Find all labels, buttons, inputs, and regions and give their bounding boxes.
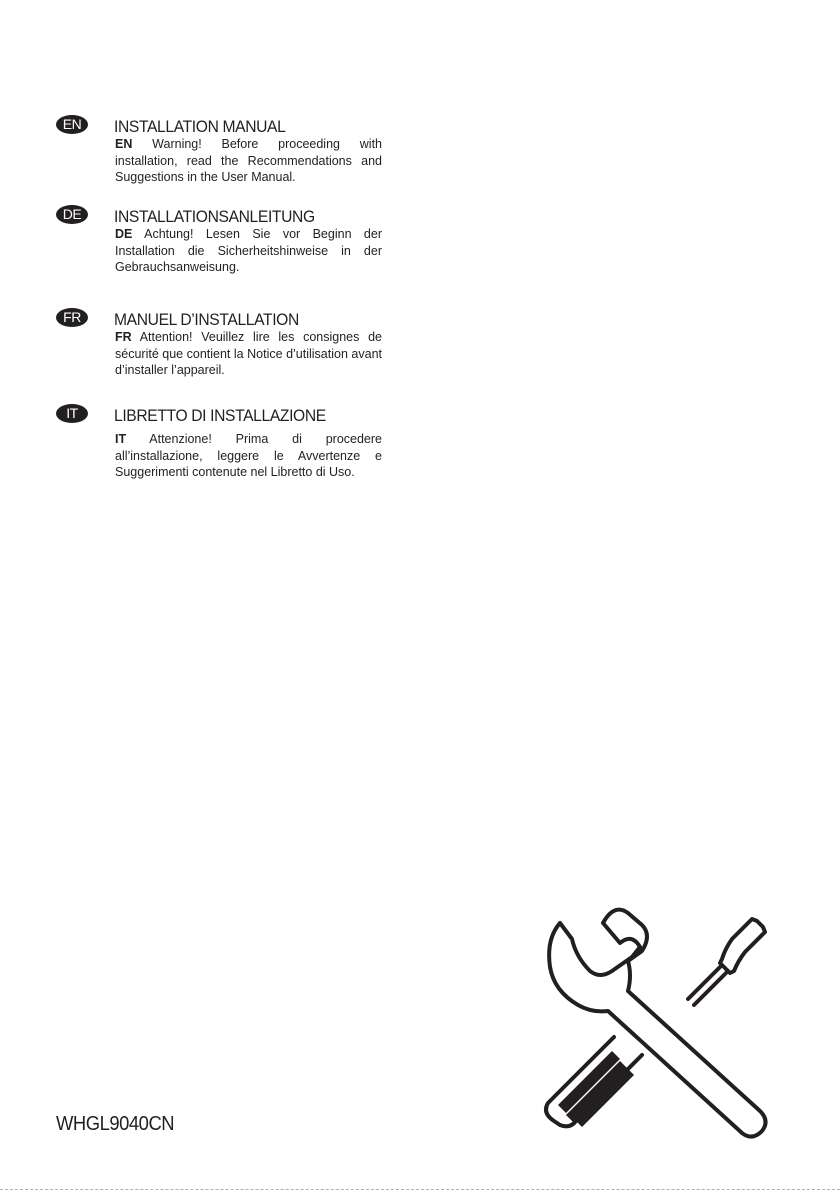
section-body-de [115,226,382,276]
language-badge-it: IT [56,404,88,423]
warning-text-en: Warning! Before proceeding with installation, read the Recommendations and Suggestions in the User Manual. [115,137,382,184]
screwdriver-handle [720,919,765,973]
language-badge-de: DE [56,205,88,224]
section-body-fr [115,329,382,379]
section-heading-it: LIBRETTO DI INSTALLAZIONE [114,406,326,425]
warning-text-de: Achtung! Lesen Sie vor Beginn der Installation die Sicherheitshinweise in der Gebrauchsanweisung. [115,227,382,274]
lang-code-de: DE [115,227,133,241]
language-badge-en: EN [56,115,88,134]
lang-code-fr: FR [115,330,132,344]
section-heading-de: INSTALLATIONSANLEITUNG [114,207,315,226]
language-badge-fr: FR [56,308,88,327]
wrench-and-screwdriver-icon [520,895,790,1145]
lang-code-it: IT [115,432,127,446]
screwdriver-shaft [688,967,726,1005]
section-body-en [115,136,382,186]
model-number: WHGL9040CN [56,1113,175,1135]
page-edge-divider [0,1189,840,1190]
warning-text-it: Attenzione! Prima di procedere all’installazione, leggere le Avvertenze e Suggerimenti contenute nel Libretto di Uso. [115,432,382,479]
warning-text-fr: Attention! Veuillez lire les consignes de sécurité que contient la Notice d’utilisation avant d’installer l’appareil. [115,330,382,377]
lang-code-en: EN [115,137,133,151]
section-body-it [115,431,382,481]
section-heading-en: INSTALLATION MANUAL [114,117,286,136]
section-heading-fr: MANUEL D’INSTALLATION [114,310,299,329]
